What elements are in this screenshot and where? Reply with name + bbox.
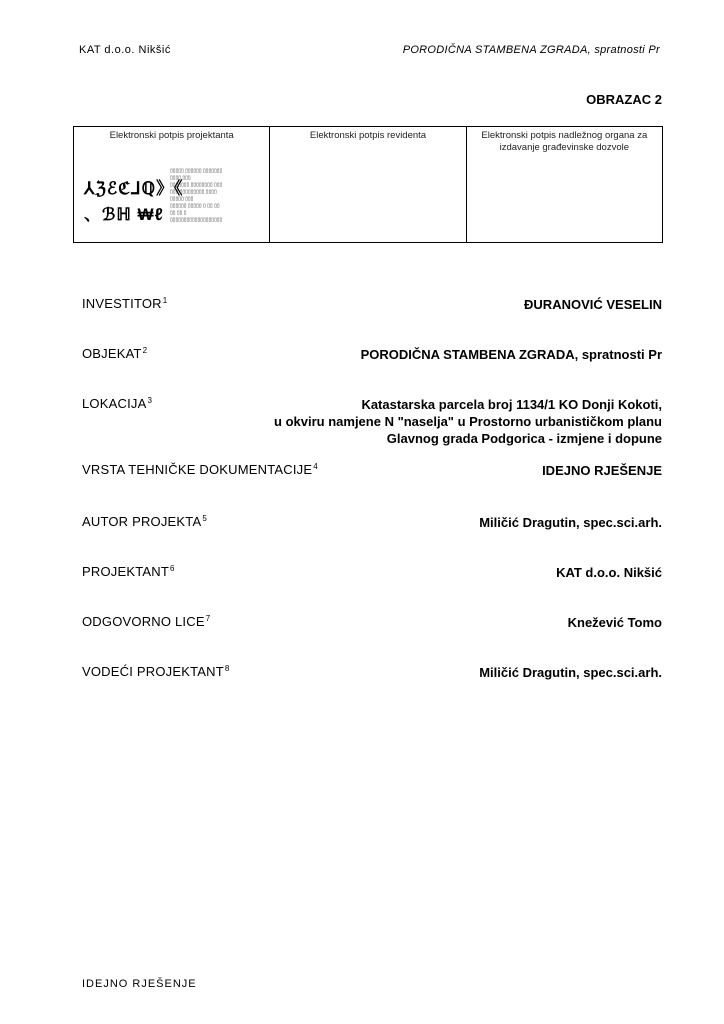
electronic-signature-stamp (84, 168, 254, 232)
authority-signature-cell: Elektronski potpis nadležnog organa za izdavanje građevinske dozvole (466, 127, 662, 243)
field-label: LOKACIJA$^3$ (82, 396, 153, 411)
field-value: Miličić Dragutin, spec.sci.arh. (479, 515, 662, 530)
form-number: OBRAZAC 2 (586, 92, 662, 107)
reviewer-signature-cell: Elektronski potpis revidenta (270, 127, 466, 243)
location-line-3: Glavnog grada Podgorica - izmjene i dopune (386, 431, 662, 446)
field-label: INVESTITOR$^1$ (82, 296, 168, 311)
field-label: PROJEKTANT$^6$ (82, 564, 175, 579)
field-value: KAT d.o.o. Nikšić (556, 565, 662, 580)
footer-document-type: IDEJNO RJEŠENJE (82, 978, 197, 990)
field-value (274, 396, 662, 447)
location-line-1: Katastarska parcela broj 1134/1 KO Donji Kokoti, (361, 397, 662, 412)
field-value: ĐURANOVIĆ VESELIN (524, 297, 662, 312)
header-company: KAT d.o.o. Nikšić (79, 44, 171, 56)
header-project: PORODIČNA STAMBENA ZGRADA, spratnosti Pr (402, 44, 660, 56)
designer-signature-cell: Elektronski potpis projektanta (74, 127, 270, 243)
field-value: Miličić Dragutin, spec.sci.arh. (479, 665, 662, 680)
field-value: IDEJNO RJEŠENJE (542, 463, 662, 478)
field-value: Knežević Tomo (567, 615, 662, 630)
location-line-2: u okviru namjene N "naselja" u Prostorno urbanističkom planu (274, 414, 662, 429)
signature-glyphs: ⅄ℨℰℭ⅃ℚ》《 、ℬℍ ₩ℓ (84, 179, 184, 224)
field-label: OBJEKAT$^2$ (82, 346, 148, 361)
field-label: VODEĆI PROJEKTANT$^8$ (82, 664, 230, 679)
field-label: ODGOVORNO LICE$^7$ (82, 614, 211, 629)
field-label: AUTOR PROJEKTA$^5$ (82, 514, 207, 529)
signature-fine-print: ▯▯▯▯▯ ▯▯▯▯▯▯ ▯▯▯▯▯▯▯ ▯▯▯▯ ▯▯▯ ▯▯▯▯▯▯▯ ▯▯▯▯▯▯▯▯ ▯▯▯ ▯▯▯ ▯▯▯▯▯▯▯▯▯ ▯▯▯▯ ▯▯▯▯▯ ▯▯▯ ▯▯▯▯▯▯ ▯▯▯▯▯ ▯ ▯▯ ▯▯ ▯▯ ▯▯ ▯ ▯▯▯▯▯▯▯▯▯▯▯▯▯▯▯▯▯▯▯ (170, 168, 223, 223)
field-value: PORODIČNA STAMBENA ZGRADA, spratnosti Pr (360, 347, 662, 362)
field-label: VRSTA TEHNIČKE DOKUMENTACIJE$^4$ (82, 462, 318, 477)
